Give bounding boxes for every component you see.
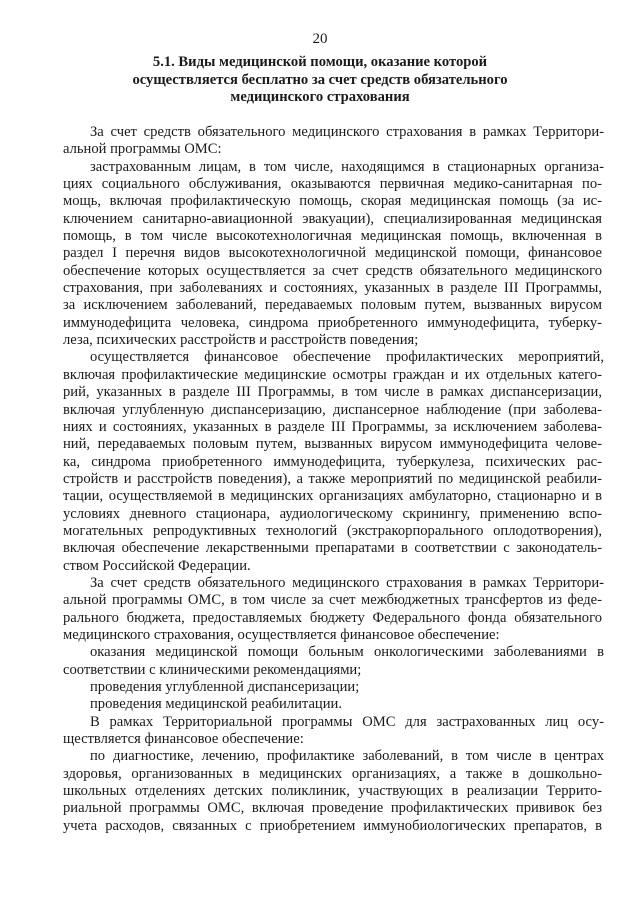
text-line: оказания медицинской помощи больным онкологическими заболеваниями в xyxy=(90,644,604,661)
text-line: могательных репродуктивных технологий (экстракорпорального оплодотворения), xyxy=(63,522,602,539)
text-line: ществляется финансовое обеспечение: xyxy=(63,731,304,748)
text-line: тации, осуществляемой в медицинских организациях амбулаторно, стационарно и в xyxy=(63,488,602,505)
text-line: леза, психических расстройств и расстройств поведения; xyxy=(63,332,419,349)
section-heading-line: осуществляется бесплатно за счет средств обязательного xyxy=(132,71,508,88)
text-line: осуществляется финансовое обеспечение профилактических мероприятий, xyxy=(90,349,604,366)
text-line: ниях и состояниях, указанных в разделе III Программы, за исключением заболева- xyxy=(63,418,602,435)
text-line: помощь, в том числе высокотехнологичная медицинская помощь, включенная в xyxy=(63,228,602,245)
text-line: ний, передаваемых половым путем, вызванных вирусом иммунодефицита челове- xyxy=(63,436,602,453)
section-heading-line: 5.1. Виды медицинской помощи, оказание которой xyxy=(152,54,488,70)
text-line: альной программы ОМС: xyxy=(63,141,222,158)
text-line: рий, указанных в разделе III Программы, в том числе в рамках диспансеризации, xyxy=(63,384,602,401)
text-line: медицинского страхования, осуществляется финансовое обеспечение: xyxy=(63,626,500,643)
text-line: В рамках Территориальной программы ОМС для застрахованных лиц осу- xyxy=(90,713,604,730)
text-line: рального бюджета, предоставляемых бюджету Федерального фонда обязательного xyxy=(63,609,602,626)
text-line: здоровья, организованных в медицинских организациях, а также в дошкольно- xyxy=(63,765,602,782)
text-line: страхования, при заболеваниях и состояниях, указанных в разделе III Программы, xyxy=(63,280,602,297)
text-line: циях социального обслуживания, оказываются первичная медико-санитарная по- xyxy=(63,176,602,193)
text-line: мощь, включая профилактическую помощь, скорая медицинская помощь (за ис- xyxy=(63,193,602,210)
body-text xyxy=(63,124,604,835)
section-heading xyxy=(120,54,520,107)
text-line: учета расходов, связанных с приобретением иммунобиологических препаратов, в xyxy=(63,817,602,834)
page-number: 20 xyxy=(312,31,328,47)
text-line: альной программы ОМС, в том числе за счет межбюджетных трансфертов из феде- xyxy=(63,592,602,609)
text-line: ка, синдрома приобретенного иммунодефицита, туберкулеза, психических рас- xyxy=(63,453,602,470)
text-line: За счет средств обязательного медицинского страхования в рамках Территори- xyxy=(90,574,604,591)
text-line: иммунодефицита человека, синдрома приобретенного иммунодефицита, туберку- xyxy=(63,314,602,331)
text-line: застрахованным лицам, в том числе, находящимся в стационарных организа- xyxy=(90,158,604,175)
text-line: ством Российской Федерации. xyxy=(63,557,251,574)
text-line: раздел I перечня видов высокотехнологичной медицинской помощи, финансовое xyxy=(63,245,602,262)
text-line: проведения углубленной диспансеризации; xyxy=(90,679,360,695)
text-line: За счет средств обязательного медицинского страхования в рамках Территори- xyxy=(90,124,604,140)
text-line: включая углубленную диспансеризацию, диспансерное наблюдение (при заболева- xyxy=(63,401,602,418)
text-line: за исключением заболеваний, передаваемых половым путем, вызванных вирусом xyxy=(63,297,602,314)
text-line: проведения медицинской реабилитации. xyxy=(90,696,343,713)
text-line: ключением санитарно-авиационной эвакуации), специализированная медицинская xyxy=(63,210,602,227)
text-line: соответствии с клиническими рекомендациями; xyxy=(63,661,362,678)
text-line: включая профилактические медицинские осмотры граждан и их отдельных катего- xyxy=(63,366,602,383)
text-line: включая обеспечение лекарственными препаратами в соответствии с законодатель- xyxy=(63,540,602,557)
text-line: по диагностике, лечению, профилактике заболеваний, в том числе в центрах xyxy=(90,748,604,765)
text-line: школьных отделениях детских поликлиник, участвующих в реализации Террито- xyxy=(63,783,602,800)
text-line: стройств и расстройств поведения), а также мероприятий по медицинской реабили- xyxy=(63,470,602,487)
text-line: риальной программы ОМС, включая проведение профилактических прививок без xyxy=(63,800,602,817)
section-heading-line: медицинского страхования xyxy=(230,89,410,105)
text-line: обеспечение которых осуществляется за счет средств обязательного медицинского xyxy=(63,262,602,279)
text-line: условиях дневного стационара, аудиологическому скринингу, применению вспо- xyxy=(63,505,602,522)
